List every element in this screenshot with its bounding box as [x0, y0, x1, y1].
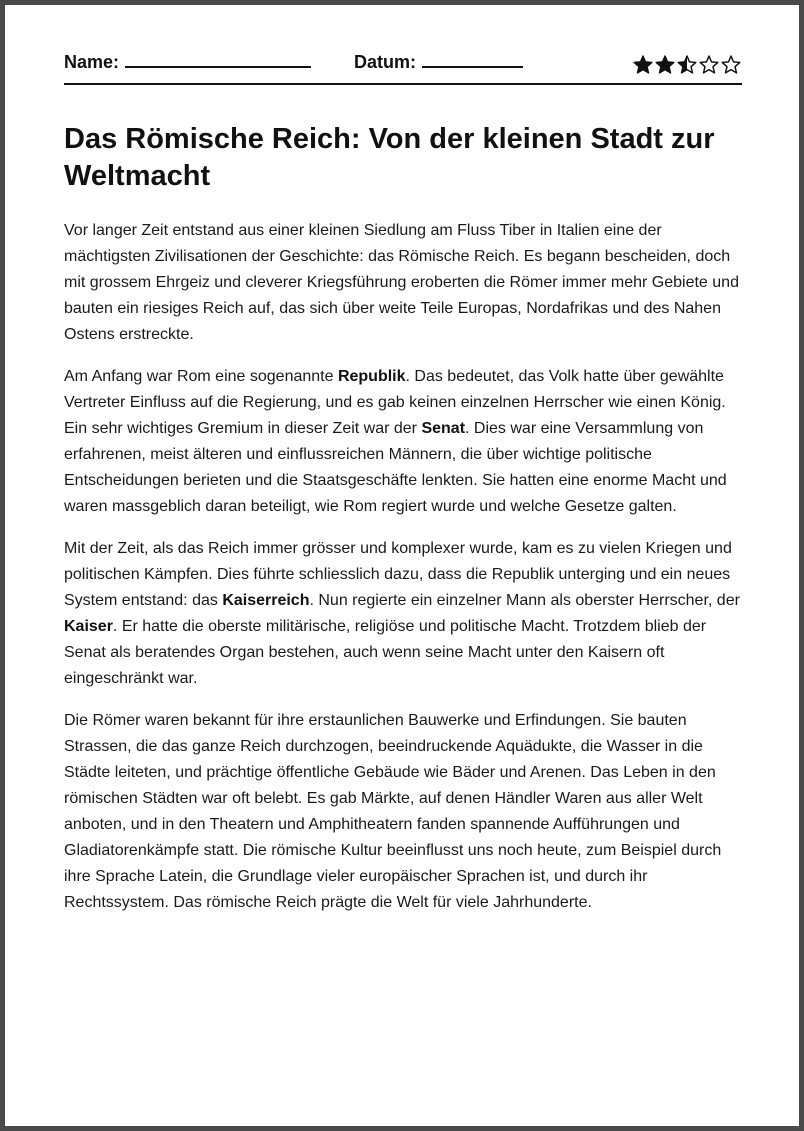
star-icon [654, 54, 676, 76]
body-paragraph [64, 536, 748, 692]
difficulty-rating [632, 54, 742, 76]
paragraph-text: Am Anfang war Rom eine sogenannte [64, 368, 338, 385]
date-blank-line [422, 52, 523, 68]
paragraph-text: . Dies war eine Versammlung von erfahrenen, meist älteren und einflussreichen Männern, die über wichtige politische Entscheidungen berieten und die Staatsgeschäfte lenkten. Sie hatten eine enorme Macht und waren massgeblich daran beteiligt, wie Rom regiert wurde und welche Gesetze galten. [64, 420, 727, 515]
body-paragraph [64, 364, 748, 520]
text-body [64, 218, 748, 932]
worksheet-header [64, 43, 742, 85]
date-label: Datum: [354, 52, 416, 72]
paragraph-text: Vor langer Zeit entstand aus einer kleinen Siedlung am Fluss Tiber in Italien eine der mächtigsten Zivilisationen der Geschichte: das Römische Reich. Es begann bescheiden, doch mit grossem Ehrgeiz und cleverer Kriegsführung eroberten die Römer immer mehr Gebiete und bauten ein riesiges Reich auf, das sich über weite Teile Europas, Nordafrikas und des Nahen Ostens erstreckte. [64, 222, 739, 343]
body-paragraph [64, 218, 748, 348]
paragraph-text: . Er hatte die oberste militärische, religiöse und politische Macht. Trotzdem blieb der Senat als beratendes Organ bestehen, auch wenn seine Macht unter den Kaisern oft eingeschränkt war. [64, 618, 707, 687]
star-icon [632, 54, 654, 76]
name-blank-line [125, 52, 311, 68]
name-label: Name: [64, 52, 120, 72]
body-paragraph [64, 708, 748, 916]
paragraph-text: . Nun regierte ein einzelner Mann als oberster Herrscher, der [309, 592, 740, 609]
key-term: Kaiser [64, 618, 113, 635]
key-term: Senat [421, 420, 466, 437]
paragraph-text: Mit der Zeit, als das Reich immer grösser und komplexer wurde, kam es zu vielen Kriegen und politischen Kämpfen. Dies führte schliesslich dazu, dass die Republik unterging und ein neues System entstand: das [64, 540, 732, 609]
star-outline-icon [720, 54, 742, 76]
date-field [354, 51, 523, 73]
paragraph-text: Die Römer waren bekannt für ihre erstaunlichen Bauwerke und Erfindungen. Sie bauten Strassen, die das ganze Reich durchzogen, beeindruckende Aquädukte, die Wasser in die Städte leiteten, und prächtige öffentliche Gebäude wie Bäder und Arenen. Das Leben in den römischen Städten war oft belebt. Es gab Märkte, auf denen Händler Waren aus aller Welt anboten, und in den Theatern und Amphitheatern fanden spannende Aufführungen und Gladiatorenkämpfe statt. Die römische Kultur beeinflusst uns noch heute, zum Beispiel durch ihre Sprache Latein, die Grundlage vieler europäischer Sprachen ist, und durch ihr Rechtssystem. Das römische Reich prägte die Welt für viele Jahrhunderte. [64, 712, 722, 911]
star-outline-icon [698, 54, 720, 76]
key-term: Kaiserreich [222, 592, 310, 609]
name-field [64, 51, 311, 73]
key-term: Republik [337, 368, 406, 385]
star-half-icon [676, 54, 698, 76]
paragraph-text: . Das bedeutet, das Volk hatte über gewählte Vertreter Einfluss auf die Regierung, und es gab keinen einzelnen Herrscher wie einen König. Ein sehr wichtiges Gremium in dieser Zeit war der [64, 368, 726, 437]
page-title: Das Römische Reich: Von der kleinen Stadt zur Weltmacht [64, 123, 715, 192]
